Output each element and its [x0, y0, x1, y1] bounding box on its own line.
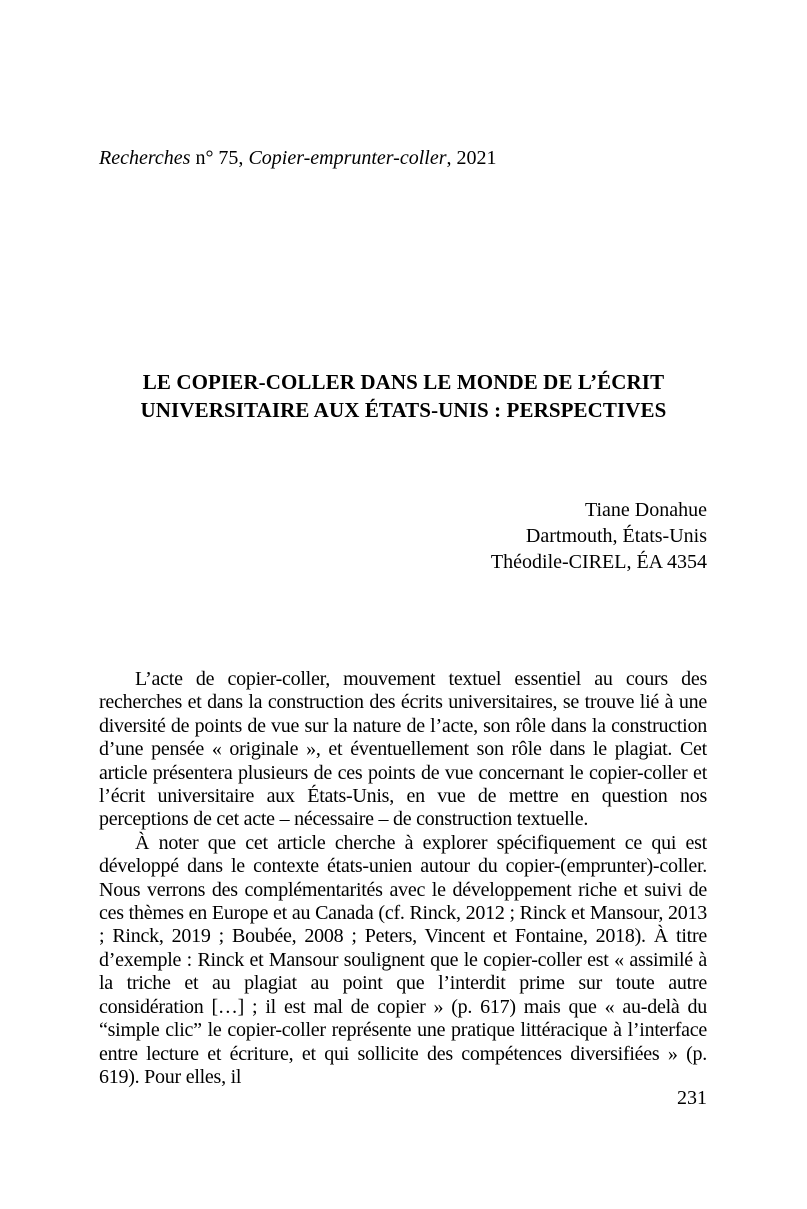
- running-header: [99, 146, 496, 170]
- issue-year: , 2021: [446, 147, 497, 169]
- author-affiliation-1: Dartmouth, États-Unis: [525, 525, 707, 547]
- title-line-2: UNIVERSITAIRE AUX ÉTATS-UNIS : PERSPECTIVES: [140, 398, 667, 422]
- issue-number: n° 75,: [190, 147, 249, 169]
- issue-theme: Copier-emprunter-coller: [248, 147, 447, 169]
- journal-name: Recherches: [99, 147, 191, 169]
- paragraph-2: À noter que cet article cherche à explorer spécifiquement ce qui est développé dans le contexte états-unien autour du copier-(emprunter)-coller. Nous verrons des complémentarités avec le développement riche et suivi de ces thèmes en Europe et au Canada (cf. Rinck, 2012 ; Rinck et Mansour, 2013 ; Rinck, 2019 ; Boubée, 2008 ; Peters, Vincent et Fontaine, 2018). À titre d’exemple : Rinck et Mansour soulignent que le copier-coller est « assimilé à la triche et au plagiat au point que l’interdit prime sur toute autre considération […] ; il est mal de copier » (p. 617) mais que « au-delà du “simple clic” le copier-coller représente une pratique littéracique à l’interface entre lecture et écriture, et qui sollicite des compétences diversifiées » (p. 619). Pour elles, il: [99, 831, 707, 1088]
- author-name: Tiane Donahue: [584, 499, 707, 521]
- page-number: 231: [677, 1087, 707, 1109]
- body-text: [99, 668, 707, 1089]
- article-title: [99, 368, 708, 424]
- author-block: [491, 497, 707, 575]
- title-line-1: LE COPIER-COLLER DANS LE MONDE DE L’ÉCRIT: [142, 370, 665, 394]
- paragraph-1: L’acte de copier-coller, mouvement textuel essentiel au cours des recherches et dans la construction des écrits universitaires, se trouve lié à une diversité de points de vue sur la nature de l’acte, son rôle dans la construction d’une pensée « originale », et éventuellement son rôle dans le plagiat. Cet article présentera plusieurs de ces points de vue concernant le copier-coller et l’écrit universitaire aux États-Unis, en vue de mettre en question nos perceptions de cet acte – nécessaire – de construction textuelle.: [99, 668, 707, 831]
- author-affiliation-2: Théodile-CIREL, ÉA 4354: [490, 551, 707, 573]
